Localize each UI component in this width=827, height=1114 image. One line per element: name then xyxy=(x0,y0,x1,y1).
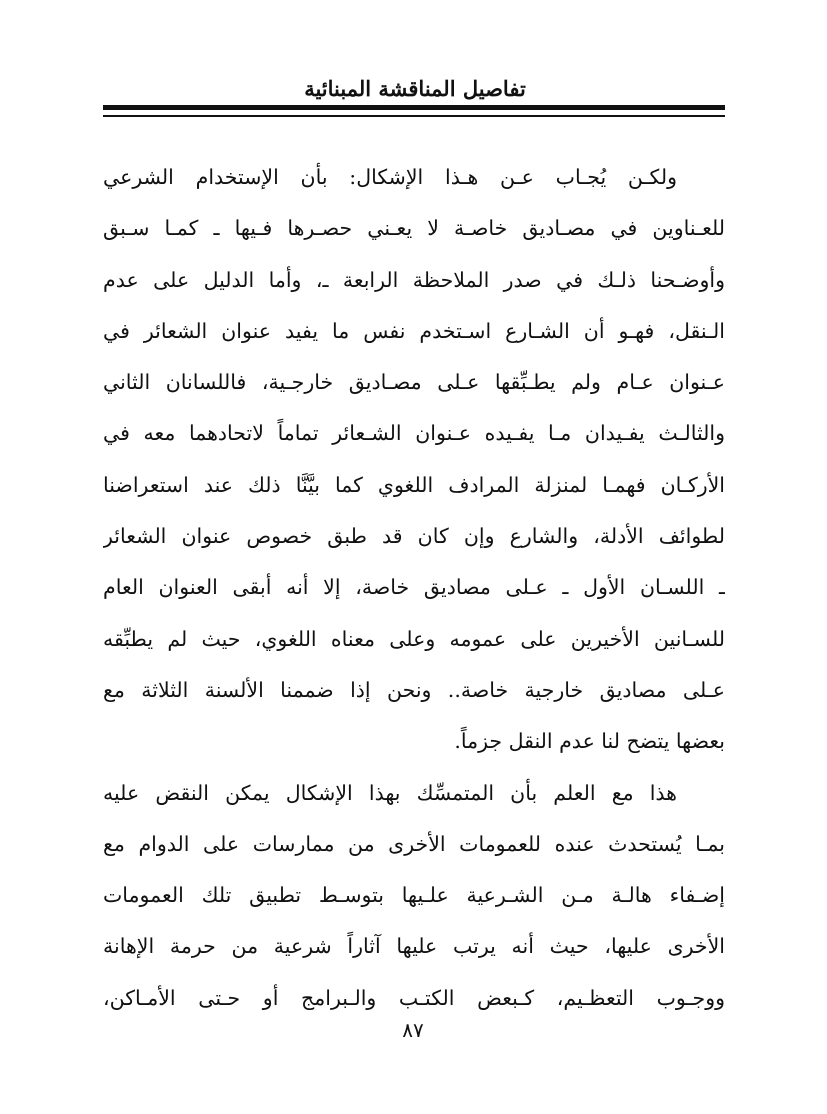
body-text xyxy=(103,152,725,1024)
running-header-title: تفاصيل المناقشة المبنائية xyxy=(304,76,526,101)
text-line: الأركـان فهمـا لمنزلة المرادف اللغوي كما بيَّنَّا ذلك عند استعراضنا xyxy=(103,472,725,497)
text-line: وأوضـحنا ذلـك في صدر الملاحظة الرابعة ـ، وأما الدليل على عدم xyxy=(103,267,725,292)
text-line: والثالـث يفـيدان مـا يفـيده عـنوان الشـعائر تماماً لاتحادهما معه في xyxy=(103,421,725,446)
text-line: إضـفاء هالـة مـن الشـرعية علـيها بتوسـط تطبيق تلك العمومات xyxy=(103,883,725,908)
text-line: الأخرى عليها، حيث أنه يرتب عليها آثاراً شرعية من حرمة الإهانة xyxy=(103,934,725,959)
page-number: ٨٧ xyxy=(402,1018,424,1042)
text-line: عـنوان عـام ولم يطـبِّقها عـلى مصـاديق خارجـية، فاللسانان الثاني xyxy=(103,370,725,395)
header-rule-thick xyxy=(103,105,725,110)
text-line: ـ اللسـان الأول ـ عـلى مصاديق خاصة، إلا أنه أبقى العنوان العام xyxy=(103,575,725,600)
text-line: لطوائف الأدلة، والشارع وإن كان قد طبق خصوص عنوان الشعائر xyxy=(103,524,725,549)
text-line: بمـا يُستحدث عنده للعمومات الأخرى من ممارسات على الدوام مع xyxy=(103,831,725,856)
text-line: للسـانين الأخيرين على عمومه وعلى معناه اللغوي، حيث لم يطبِّقه xyxy=(103,626,725,651)
text-line: ولكـن يُجـاب عـن هـذا الإشكال: بأن الإستخدام الشرعي xyxy=(103,165,677,189)
text-line: للعـناوين في مصـاديق خاصـة لا يعـني حصـرها فـيها ـ كمـا سـبق xyxy=(103,216,725,241)
text-line: الـنقل، فهـو أن الشـارع اسـتخدم نفس ما يفيد عنوان الشعائر في xyxy=(103,318,725,343)
text-line: ووجـوب التعظـيم، كـبعض الكتـب والـبرامج أو حـتى الأمـاكن، xyxy=(103,985,725,1010)
header-rule-thin xyxy=(103,115,725,117)
text-line: هذا مع العلم بأن المتمسِّك بهذا الإشكال يمكن النقض عليه xyxy=(103,780,677,805)
text-line: عـلى مصاديق خارجية خاصة.. ونحن إذا ضممنا الألسنة الثلاثة مع xyxy=(103,677,725,702)
text-line: بعضها يتضح لنا عدم النقل جزماً. xyxy=(454,729,725,754)
